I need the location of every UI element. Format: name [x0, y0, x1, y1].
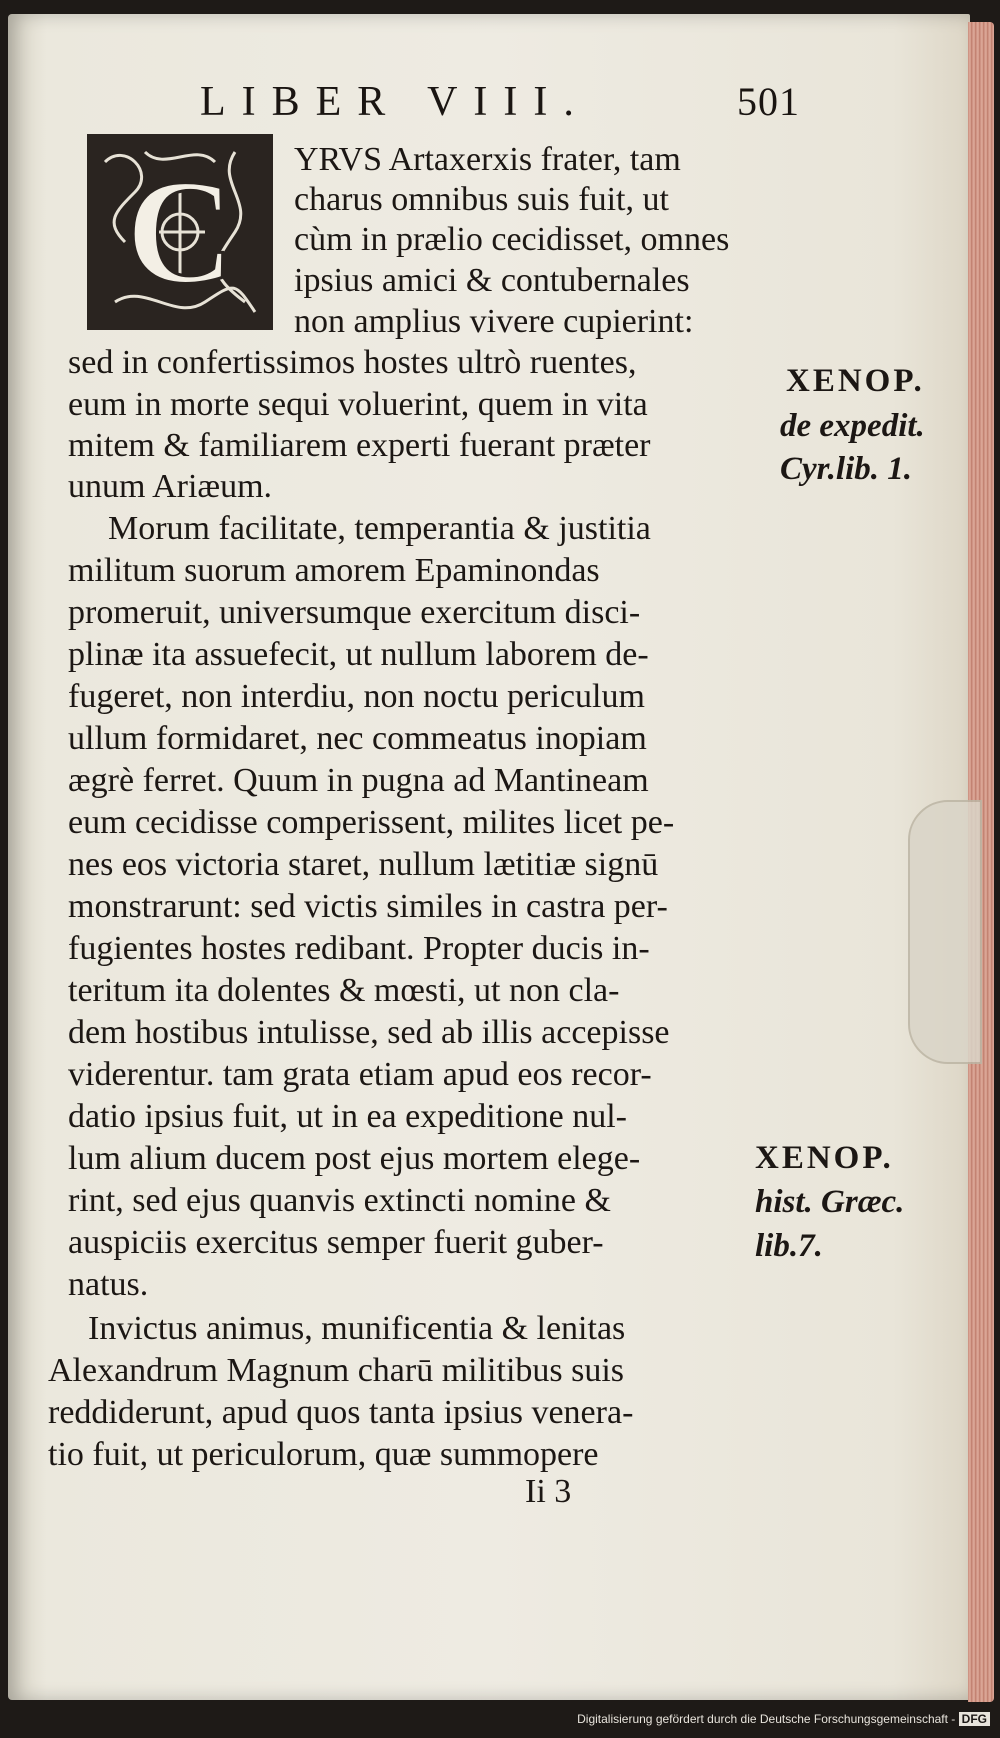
text-line: rint, sed ejus quanvis extincti nomine &	[68, 1182, 611, 1219]
text-line: non amplius vivere cupierint:	[294, 303, 694, 340]
margin-note-line: XENOP.	[755, 1140, 894, 1176]
text-line: cùm in prælio cecidisset, omnes	[294, 221, 730, 258]
page-number: 501	[737, 79, 800, 124]
text-line: Alexandrum Magnum charū militibus suis	[48, 1352, 625, 1389]
margin-note-line: lib.7.	[755, 1228, 823, 1264]
text-line: natus.	[68, 1266, 149, 1303]
text-line: ipsius amici & contubernales	[294, 262, 690, 299]
text-line: eum in morte sequi voluerint, quem in vita	[68, 386, 648, 423]
text-line: viderentur. tam grata etiam apud eos recor-	[68, 1056, 652, 1093]
text-line: ullum formidaret, nec commeatus inopiam	[68, 720, 647, 757]
text-line: eum cecidisse comperissent, milites licet pe-	[68, 804, 675, 841]
text-line: plinæ ita assuefecit, ut nullum laborem de-	[68, 636, 649, 673]
margin-note-line: de expedit.	[780, 408, 925, 444]
text-line: tio fuit, ut periculorum, quæ summopere	[48, 1436, 599, 1473]
text-line: monstrarunt: sed victis similes in castra per-	[68, 888, 668, 925]
text-line: datio ipsius fuit, ut in ea expeditione nul-	[68, 1098, 628, 1135]
text-line: charus omnibus suis fuit, ut	[294, 181, 669, 218]
running-header	[200, 78, 800, 126]
text-line: unum Ariæum.	[68, 468, 273, 505]
margin-note-line: Cyr.lib. 1.	[780, 451, 913, 487]
text-line: nes eos victoria staret, nullum lætitiæ signū	[68, 846, 659, 883]
text-line: lum alium ducem post ejus mortem elege-	[68, 1140, 641, 1177]
text-line: dem hostibus intulisse, sed ab illis accepisse	[68, 1014, 670, 1051]
decorated-initial	[85, 132, 275, 332]
signature-mark: Ii 3	[525, 1473, 572, 1510]
initial-letter: C	[125, 149, 235, 315]
text-line: militum suorum amorem Epaminondas	[68, 552, 600, 589]
digitization-footer	[0, 1712, 990, 1726]
header-title: LIBER VIII.	[200, 79, 590, 125]
text-line: auspiciis exercitus semper fuerit guber-	[68, 1224, 604, 1261]
text-line: ægrè ferret. Quum in pugna ad Mantineam	[68, 762, 649, 799]
book-clip	[908, 800, 982, 1064]
text-line: promeruit, universumque exercitum disci-	[68, 594, 641, 631]
text-line: Morum facilitate, temperantia & justitia	[108, 510, 651, 547]
text-line: Invictus animus, munificentia & lenitas	[88, 1310, 626, 1347]
text-line: reddiderunt, apud quos tanta ipsius venera-	[48, 1394, 634, 1431]
text-line: teritum ita dolentes & mœsti, ut non cla-	[68, 972, 620, 1009]
text-line: sed in confertissimos hostes ultrò ruentes,	[68, 344, 637, 381]
text-line: fugientes hostes redibant. Propter ducis in-	[68, 930, 650, 967]
margin-note-line: hist. Græc.	[755, 1184, 905, 1220]
text-line: YRVS Artaxerxis frater, tam	[294, 141, 681, 178]
footer-text: Digitalisierung gefördert durch die Deutsche Forschungsgemeinschaft -	[577, 1712, 956, 1726]
margin-note-line: XENOP.	[786, 363, 925, 399]
text-line: mitem & familiarem experti fuerant præter	[68, 427, 651, 464]
dfg-logo: DFG	[959, 1712, 990, 1726]
text-line: fugeret, non interdiu, non noctu periculum	[68, 678, 645, 715]
